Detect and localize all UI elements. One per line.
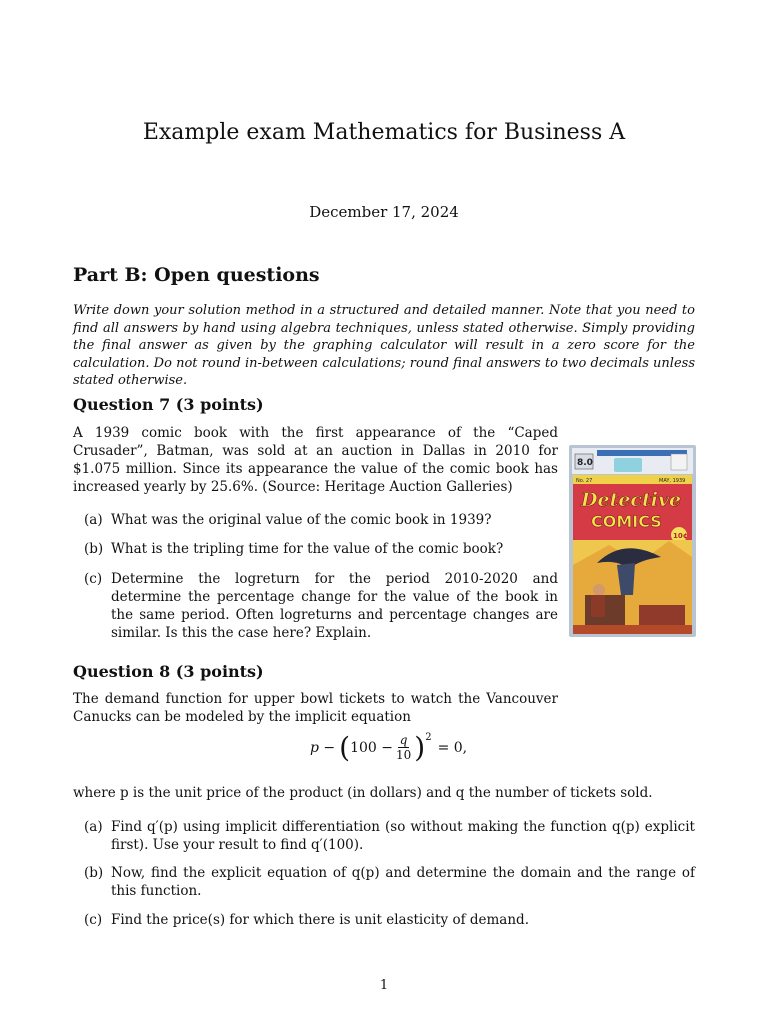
cover-title-line2: COMICS	[591, 512, 662, 531]
question-8-item-a	[84, 818, 695, 854]
instructions-paragraph: Write down your solution method in a structured and detailed manner. Note that you need to find all answers by hand using algebra techniques, unless stated otherwise. Simply providing the final answer as given by the graphing calculator will result in a zero score for the calculation. Do not round in-between calculations; round final answers to two decimals unless stated otherwise.	[73, 303, 695, 388]
fraction	[396, 733, 411, 762]
equation-constant: 100 −	[350, 739, 393, 756]
item-text: What is the tripling time for the value of the comic book?	[111, 541, 504, 557]
equation-lhs: p −	[310, 739, 336, 756]
question-8-item-c	[84, 911, 695, 929]
item-label: (c)	[84, 912, 103, 928]
question-8-item-b	[84, 864, 695, 900]
demand-equation	[310, 730, 468, 764]
comic-book-image	[569, 445, 696, 637]
page-number: 1	[379, 978, 389, 993]
question-7-item-a	[84, 511, 558, 529]
item-label: (b)	[84, 865, 104, 881]
part-heading: Part B: Open questions	[73, 264, 320, 286]
fraction-numerator: q	[399, 733, 408, 747]
item-text: Find q′(p) using implicit differentiation (so without making the function q(p) explicit first). Use your result to find q′(100).	[111, 819, 695, 853]
price-label: 10¢	[673, 532, 688, 540]
question-7-heading: Question 7 (3 points)	[73, 395, 264, 414]
question-7-item-c	[84, 570, 558, 642]
question-8-heading: Question 8 (3 points)	[73, 662, 264, 681]
document-date: December 17, 2024	[309, 203, 459, 221]
question-7-item-b	[84, 540, 558, 558]
item-text: Now, find the explicit equation of q(p) and determine the domain and the range of this function.	[111, 865, 695, 899]
item-text: Find the price(s) for which there is unit elasticity of demand.	[111, 912, 529, 928]
item-text: Determine the logreturn for the period 2010-2020 and determine the percentage change for the value of the book in the same period. Often logreturns and percentage changes are similar. Is this the case here? Explain.	[111, 571, 558, 641]
equation-exponent: 2	[425, 732, 432, 743]
item-label: (c)	[84, 571, 103, 587]
question-8-text: The demand function for upper bowl tickets to watch the Vancouver Canucks can be modeled by the implicit equation	[73, 691, 558, 725]
month-label: MAY, 1939	[659, 478, 686, 484]
item-label: (b)	[84, 541, 104, 557]
issue-label: No. 27	[576, 478, 593, 484]
fraction-denominator: 10	[396, 748, 412, 762]
item-label: (a)	[84, 819, 103, 835]
question-8-after-text: where p is the unit price of the product (in dollars) and q the number of tickets sold.	[73, 785, 653, 801]
question-7-text: A 1939 comic book with the first appearance of the “Caped Crusader”, Batman, was sold at an auction in Dallas in 2010 for $1.075 million. Since its appearance the value of the comic book has increased yearly by 25.6%. (Source: Heritage Auction Galleries)	[73, 425, 558, 495]
item-text: What was the original value of the comic book in 1939?	[111, 512, 492, 528]
cover-title-line1: Detective	[581, 489, 682, 511]
equation-rhs: = 0,	[437, 739, 468, 756]
document-title: Example exam Mathematics for Business A	[142, 120, 626, 145]
right-paren: )	[414, 730, 426, 764]
item-label: (a)	[84, 512, 103, 528]
left-paren: (	[339, 730, 351, 764]
grade-label: 8.0	[577, 458, 593, 468]
